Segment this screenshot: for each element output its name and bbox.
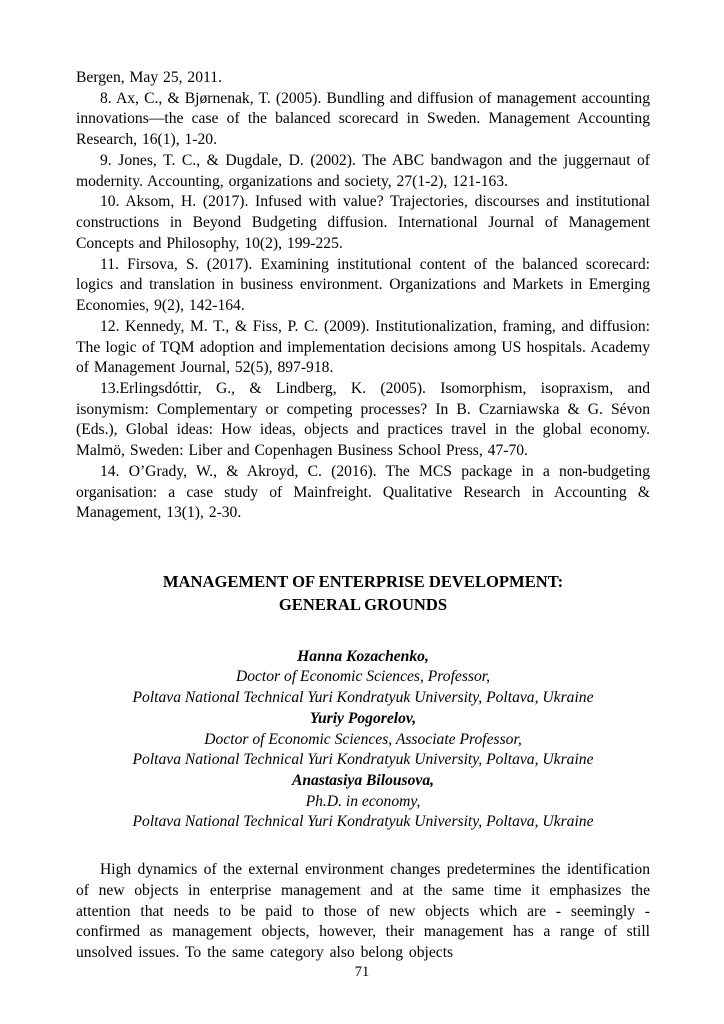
- reference-item: 9. Jones, T. C., & Dugdale, D. (2002). The ABC bandwagon and the juggernaut of modernity. Accounting, organizations and society, 27(1-2), 121-163.: [76, 151, 650, 190]
- author-entry: [76, 771, 650, 833]
- author-affiliation: Poltava National Technical Yuri Kondratyuk University, Poltava, Ukraine: [132, 689, 594, 707]
- author-title: Ph.D. in economy,: [305, 792, 421, 810]
- reference-item: 12. Kennedy, M. T., & Fiss, P. C. (2009). Institutionalization, framing, and diffusion: The logic of TQM adoption and implementation decisions among US hospitals. Academy of Management Journal, 52(5), 897-918.: [76, 317, 650, 377]
- section-title-line2: GENERAL GROUNDS: [278, 595, 448, 615]
- author-name: Yuriy Pogorelov,: [309, 709, 417, 727]
- section-title: [76, 570, 650, 616]
- reference-item: 14. O’Grady, W., & Akroyd, C. (2016). The MCS package in a non-budgeting organisation: a case study of Mainfreight. Qualitative Research in Accounting & Management, 13(1), 2-30.: [76, 462, 650, 522]
- page-number: 71: [354, 963, 370, 980]
- reference-item: 10. Aksom, H. (2017). Infused with value? Trajectories, discourses and institutional constructions in Beyond Budgeting diffusion. International Journal of Management Concepts and Philosophy, 10(2), 199-225.: [76, 193, 650, 252]
- author-entry: [76, 709, 650, 771]
- reference-item: 13.Erlingsdóttir, G., & Lindberg, K. (2005). Isomorphism, isopraxism, and isonymism: Complementary or competing processes? In B. Czarniawska & G. Sévon (Eds.), Global ideas: How ideas, objects and practices travel in the global economy. Malmö, Sweden: Liber and Copenhagen Business School Press, 47-70.: [76, 380, 650, 460]
- author-entry: [76, 647, 650, 709]
- author-title: Doctor of Economic Sciences, Professor,: [235, 668, 491, 686]
- author-title: Doctor of Economic Sciences, Associate Professor,: [204, 730, 522, 748]
- reference-item: 8. Ax, C., & Bjørnenak, T. (2005). Bundling and diffusion of management accounting innovations—the case of the balanced scorecard in Sweden. Management Accounting Research, 16(1), 1-20.: [76, 89, 650, 149]
- author-affiliation: Poltava National Technical Yuri Kondratyuk University, Poltava, Ukraine: [132, 751, 594, 769]
- author-name: Hanna Kozachenko,: [297, 647, 429, 665]
- reference-continuation-line: Bergen, May 25, 2011.: [76, 69, 222, 86]
- authors-block: [76, 647, 650, 834]
- author-name: Anastasiya Bilousova,: [291, 772, 435, 789]
- body-paragraph: High dynamics of the external environment changes predetermines the identification of new objects in enterprise management and at the same time it emphasizes the attention that needs to be paid to those of new objects which are - seemingly - confirmed as management objects, however, their management has a range of still unsolved issues. To the same category also belong objects: [76, 861, 650, 962]
- section-title-line1: MANAGEMENT OF ENTERPRISE DEVELOPMENT:: [162, 572, 564, 592]
- reference-item: 11. Firsova, S. (2017). Examining institutional content of the balanced scorecard: logics and translation in business environment. Organizations and Markets in Emerging Economies, 9(2), 142-164.: [76, 255, 650, 315]
- author-affiliation: Poltava National Technical Yuri Kondratyuk University, Poltava, Ukraine: [132, 813, 594, 831]
- references-section: [76, 68, 650, 524]
